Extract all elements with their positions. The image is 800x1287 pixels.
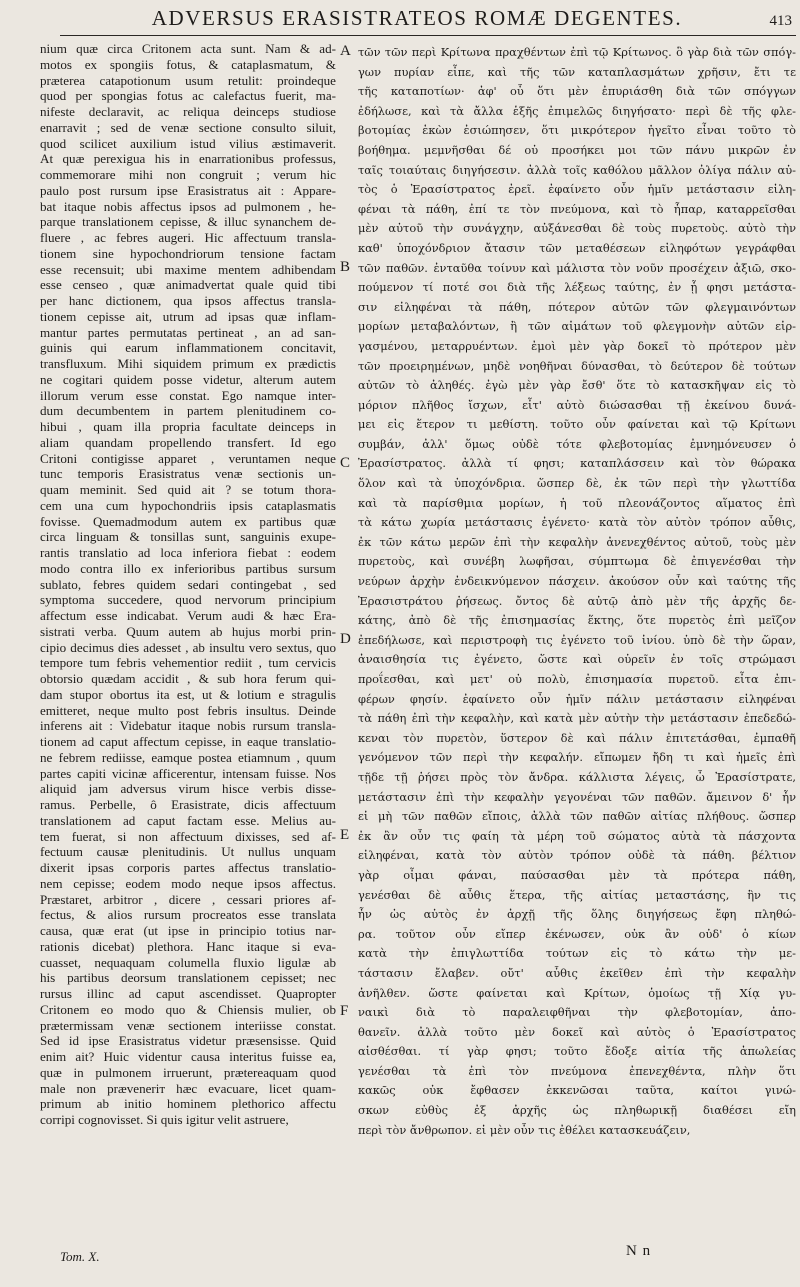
latin_lines-line: cuasset, nequaquam columella fluxio ligulæ ab xyxy=(40,954,336,970)
greek_lines-line: κατὰ τὴν ἐπιγλωττίδα τούτων εἰς τὸ κάτω τὴν με- xyxy=(358,946,796,961)
greek_lines-line: βοήθημα. μεμνῆσθαι δέ οὐ προσήκει μοι τῶν πάνυ μικρῶν ἐν xyxy=(358,142,796,157)
greek_lines-line: τὰ κάτω χωρία μετάστασις ἐγένετο· κατὰ τὸν αὐτὸν τρόπον αὖθις, xyxy=(358,515,796,530)
greek_lines-line: ἐκ τῶν κάτω μερῶν ἐπὶ τὴν κεφαλὴν ἀνενεχθέντος αὐτοῦ, τοὺς μὲν xyxy=(358,534,796,549)
latin_lines-line: sublato, febres quidem sedari contingebat , sed xyxy=(40,576,336,592)
greek_lines-line: ἀνῆλθεν. ὥστε φαίνεται καὶ Κρίτων, ὁμοίως τῇ Χίᾳ γυ- xyxy=(358,985,796,1000)
latin_lines-line: affectum esse indicabat. Verum audi & hæc Era- xyxy=(40,608,336,623)
latin_lines-line: hibui , quam illa propria facultate deinceps in xyxy=(40,419,336,434)
greek_lines-line: κεναι τὸν πυρετὸν, ὕστερον δὲ καὶ πάλιν ἐπιτετάσθαι, ἐμπαθῆ xyxy=(358,730,796,745)
section-marker: C xyxy=(340,454,351,471)
volume-mark: Tom. X. xyxy=(60,1249,100,1264)
latin_lines-line: ne febrem rediisse, eamque postea etiamnum , quum xyxy=(40,749,336,765)
latin_lines-line: illorum verum esse constat. Ego namque inter- xyxy=(40,387,336,403)
greek_lines-line: τῶν παθῶν. ἐνταῦθα τοίνυν καὶ μάλιστα τὸν νοῦν προσέχειν ἀξιῶ, σκο- xyxy=(358,260,796,275)
latin_lines-line: mantur partes permutatas pertineat , an ad san- xyxy=(40,324,336,340)
greek_lines-line: ταῖς τοιαύταις διηγήσεσιν. ἀλλὰ τοῖς καθόλου μᾶλλον ὀλίγα πάλιν αὐ- xyxy=(358,162,796,177)
greek_lines-line: Ἐρασιστράτου ῥήσεως. ὄντος δὲ αὐτῷ ἀπὸ μὲν τῆς ἀρχῆς δε- xyxy=(358,593,796,608)
greek_lines-line: ἐπεδήλωσε, καὶ περιστροφὴ τις ἐγένετο τοῦ ἰνίου. ὑπὸ δὲ τὴν ὥραν, xyxy=(358,632,796,647)
latin_lines-line: esse recensuit; ubi maxime mentem adhibendam xyxy=(40,261,336,277)
latin_lines-line: ramus. Perbelle, ô Erasistrate, dicis affectuum xyxy=(40,797,336,812)
latin_lines-line: paulo post rursum ipse Erasistratus ait : Appare- xyxy=(40,182,336,198)
greek_lines-line: τῇδε τῇ ῥήσει πρὸς τὸν ἄνδρα. κάλλιστα λέγεις, ὦ Ἐρασίστρατε, xyxy=(358,769,796,784)
greek_lines-line: ὅλον καὶ τὰ ὑποχόνδρια. ὥσπερ δὲ, ἐκ τῶν περὶ τὴν γλωττίδα xyxy=(358,476,796,491)
latin_lines-line: nem cepisse; eodem modo neque ipsos affectus. xyxy=(40,875,336,891)
greek_lines-line: κακῶς οὐκ ἔφθασεν ἐκκενῶσαι ταῦτα, καίτοι γινώ- xyxy=(358,1083,796,1098)
greek_lines-line: μετάστασιν ἐπὶ τὴν κεφαλὴν γεγονέναι τῶν παθῶν. ἄμεινον δ' ἦν xyxy=(358,789,796,804)
greek_lines-line: αὐτῶν τὸ ἀληθές. ἐγὼ μὲν γὰρ ἔσθ' ὅτε τὸ κατασκῆψαν εἰς τὸ xyxy=(358,378,796,393)
running-head: ADVERSUS ERASISTRATEOS ROMÆ DEGENTES. xyxy=(151,6,683,30)
greek_lines-line: γασμένου, μεταρρυέντων. ἐμοὶ μὲν γὰρ δοκεῖ τὸ πρότερον μὲν xyxy=(358,338,796,353)
latin_lines-line: cipio decimus dies adesset , ab insultu vero sextus, quo xyxy=(40,639,336,655)
latin_lines-line: partes capiti vicinæ afficerentur, intensam fuisse. Nos xyxy=(40,765,336,781)
latin_lines-line: rursus illinc ad caput ascendisset. Quapropter xyxy=(40,986,336,1001)
latin_lines-line: parque translationem cepisse, & illuc synanchem de- xyxy=(40,214,336,230)
greek_lines-line: τάστασιν ἔλαβεν. οὔτ' αὖθις ἐκεῖθεν ἐπὶ τὴν κεφαλὴν xyxy=(358,965,796,980)
section-marker: F xyxy=(340,1003,349,1020)
latin_lines-line: Critonem eo modo quo & Chiensis mulier, ob xyxy=(40,1001,336,1017)
greek_lines-line: Ἐρασίστρατος. ἀλλὰ τί φησι; καταπλάσσειν καὶ τὸν θώρακα xyxy=(358,456,796,471)
greek_lines-line: τὸς ὁ Ἐρασίστρατος ἐρεῖ. ἐφαίνετο οὖν ἡμῖν μετάστασιν εἰλη- xyxy=(358,182,796,197)
greek_lines-line: γενέσθαι δὲ αὖθις ἕτερα, τῆς αἰτίας μεταστάσης, ἣν τις xyxy=(358,887,796,902)
latin_lines-line: cem una cum hypochondriis ipsis cataplasmatis xyxy=(40,497,336,513)
latin_lines-line: obtorsio quædam accidit , & sub hora ferum qui- xyxy=(40,671,336,686)
latin_lines-line: corripi cognovisset. Si quis igitur velit astruere, xyxy=(40,1112,289,1127)
greek_lines-line: εἰ μὴ τῶν παθῶν εἴποις, ἀλλὰ τῶν παθῶν αἰτίας πλήθους. ὥσπερ xyxy=(358,809,796,824)
greek_lines-line: ρα. τοῦτον οὖν εἴπερ ἐκένωσεν, οὐκ ἂν οὐδ' ὁ κίων xyxy=(358,926,796,941)
signature-mark: N n xyxy=(626,1243,652,1259)
latin_lines-line: transfluxum. Mihi siquidem primum ex prædictis xyxy=(40,356,336,371)
latin_lines-line: Critoni contigisse apparet , veruntamen neque xyxy=(40,450,336,466)
greek_lines-line: μορίων μεταβαλόντων, ἢ τῶν αἱμάτων τοῦ φλεγμονὴν αὐτῶν εἰρ- xyxy=(358,319,796,334)
latin_lines-line: per hanc dictionem, qua ipsos affectus transla- xyxy=(40,293,336,308)
section-marker: E xyxy=(340,827,350,843)
latin_lines-line: tunc temporis Erasistratus venæ sectionis un- xyxy=(40,466,336,482)
latin_lines-line: tionem sine hypochondriorum tensione factam xyxy=(40,245,336,261)
greek_lines-line: ἐδήλωσε, καὶ τὰ ἄλλα ἑξῆς ἐπιμελῶς διηγήσατο· περὶ δὲ τῆς φλε- xyxy=(358,103,796,118)
greek_lines-line: πυρετοὺς, καὶ συνέβη λωφῆσαι, σύμπτωμα δὲ ἐπιγενέσθαι τὴν xyxy=(358,554,796,569)
latin_lines-line: fectuum causæ plenitudinis. Ut nullus unquam xyxy=(40,844,336,860)
greek_lines-line: ἦν ὡς αὐτὸς ἐν ἀρχῇ τῆς ὅλης διηγήσεως ἔφη πληθώ- xyxy=(358,907,796,922)
latin_lines-line: modo contra illo ex inferioribus partibus sursum xyxy=(40,560,336,576)
greek_lines-line: αἰσθέσθαι. τί γὰρ φησι; τοῦτο ἔδοξε αἰτία τῆς ἀπωλείας xyxy=(358,1044,796,1059)
latin_lines-line: symptoma succedere, quod nervorum principium xyxy=(40,592,336,608)
section-marker: B xyxy=(340,258,351,275)
latin_lines-line: inferens ait : Videbatur itaque nobis rursum transla- xyxy=(40,718,336,734)
greek_lines-line: ναικὶ διὰ τὸ παραλειφθῆναι τὴν φλεβοτομίαν, ἀπο- xyxy=(358,1005,796,1020)
greek_lines-line: πούμενον τί ποτέ σοι διὰ τῆς λέξεως ταύτης, ἐν ᾗ φησι μετάστα- xyxy=(358,280,796,295)
latin_lines-line: fovisse. Quemadmodum autem ex partibus quæ xyxy=(40,513,336,529)
latin_lines-line: quam meminit. Sed quid ait ? se totum thora- xyxy=(40,482,336,497)
latin_lines-line: nifeste declaravit, ac reliqua deinceps studiose xyxy=(40,104,336,119)
greek_lines-line: μὲν αὐτοῦ τὴν συνάγχην, αὐξάνεσθαι δὲ τοὺς πυρετοὺς. αὐτὸ τὴν xyxy=(358,221,796,236)
latin_lines-line: rationis dicebat) plethora. Hanc itaque si eva- xyxy=(40,938,336,954)
greek_lines-line: τὰ πάθη ἐπὶ τὴν κεφαλὴν, καὶ κατὰ μὲν αὐτὴν τὴν μετάστασιν ἐπεδεδώ- xyxy=(358,711,796,726)
greek_lines-line: φέρων φησίν. ἐφαίνετο οὖν ἡμῖν πάλιν μετάστασιν εἰληφέναι xyxy=(358,691,796,706)
greek_lines-line: τῶν προειρημένων, μηδὲ νοηθῆναι δύνασθαι, τὸ δεύτερον δὲ τούτων xyxy=(358,358,796,373)
latin_lines-line: causa, quæ erat (ut ipse in principio totius nar- xyxy=(40,923,336,938)
latin_lines-line: sistrati verba. Quum autem ab hujus morbi prin- xyxy=(40,623,336,639)
greek_lines-line: θανεῖν. ἀλλὰ τοῦτο μὲν δοκεῖ καὶ αὐτὸς ὁ Ἐρασίστρατος xyxy=(358,1024,796,1039)
latin_lines-line: bat itaque nobis affectus ipsos ad pulmonem , he- xyxy=(40,198,336,214)
latin_lines-line: nium quæ circa Critonem acta sunt. Nam & ad- xyxy=(40,41,336,56)
section-marker: A xyxy=(340,43,351,59)
greek-column xyxy=(358,43,796,1140)
latin_lines-line: aliquid jam adversus virum hisce verbis disse- xyxy=(40,781,336,797)
greek_lines-line: κάτης, ἀπὸ δὲ τῆς ἐπισημασίας ἕκτης, ὅτε πυρετὸς ἐπὶ μεῖζον xyxy=(358,613,796,628)
greek_lines-line: σιν εἰληφέναι τὰ πάθη, πότερον αὐτῶν τῶν φλεγμαινόντων xyxy=(358,299,796,314)
greek_lines-line: ἀναισθησία τις ἐγένετο, ὥστε καὶ οὐρεῖν ἐν τοῖς στρώμασι xyxy=(358,652,796,667)
greek_lines-line: γων πυρίαν εἶπε, καὶ τῆς τῶν καταπλασμάτων χρῆσιν, ἔτι τε xyxy=(358,64,796,79)
greek_lines-line: μόριον πλῆθος ἴσχων, εἶτ' αὐτὸ διώσασθαι τῇ ἐκείνου δυνά- xyxy=(358,397,796,412)
latin_lines-line: aliam quandam propellendo transfert. Id ego xyxy=(40,434,336,450)
latin_lines-line: quod scilicet auxilium istud vilius æstimaverit. xyxy=(40,135,336,151)
greek_lines-line: γὰρ οἶμαι φάναι, παύσασθαι μὲν τὰ πρότερα πάθη, xyxy=(358,867,796,882)
latin_lines-line: præterea catapotionum usum retulit: proindeque xyxy=(40,72,336,88)
latin_lines-line: tionem cepisse ait, utrum ad ipsas quæ inflam- xyxy=(40,308,336,324)
latin_lines-line: esse censeo , quæ animadvertat quale quid tibi xyxy=(40,277,336,293)
greek_lines-line: βοτομίας ἑκὼν ἐσιώπησεν, ὅτι μικρότερον ἡγεῖτο εἶναι τοῦτο τὸ xyxy=(358,123,796,138)
latin_lines-line: circa linguam & tonsillas sunt, sanguinis exupe- xyxy=(40,529,336,545)
greek_lines-line: σκων εὐθὺς ἐξ ἀρχῆς ὡς πληθωρικῇ διαθέσει εἴη xyxy=(358,1103,796,1118)
latin_lines-line: fectus, & alios rursum procreatos esse translata xyxy=(40,907,336,923)
latin_lines-line: male non præveneriт hæc evacuare, licet quam- xyxy=(40,1080,336,1096)
latin-column xyxy=(40,41,336,1128)
header-rule xyxy=(60,35,796,36)
greek_lines-line: περὶ τὸν ἄνθρωπον. εἰ μὲν οὖν τις ἐθέλει κατασκευάζειν, xyxy=(358,1122,691,1137)
latin_lines-line: fluere , ac febres augeri. Hic affectuum transla- xyxy=(40,230,336,245)
greek_lines-line: τῶν τῶν περὶ Κρίτωνα πραχθέντων ἐπὶ τῷ Κρίτωνος. ὃ γὰρ διὰ τῶν σπόγ- xyxy=(358,45,796,59)
latin_lines-line: tempore tum febris vehementior rediit , tum cervicis xyxy=(40,655,336,671)
latin_lines-line: commemorare mihi non congruit ; verum hic xyxy=(40,167,336,182)
greek_lines-line: τῆς καταποτίων· ἀφ' οὗ ὅτι μὲν ἐπυριάσθη διὰ τῶν σπόγγων xyxy=(358,84,796,99)
latin_lines-line: primum ab initio hominem plethorico affectu xyxy=(40,1096,336,1112)
greek_lines-line: προΐεσθαι, καὶ μετ' οὐ πολὺ, ἐπισημασία πυρετοῦ. εἶτα ἐπι- xyxy=(358,672,796,686)
latin_lines-line: enarravit ; sed de venæ sectione consulto siluit, xyxy=(40,119,336,135)
latin_lines-line: Sed id ipse Erasistratus videtur præsensisse. Quid xyxy=(40,1033,336,1049)
latin_lines-line: enim ait? Huic videntur causa interitus fuisse ea, xyxy=(40,1049,336,1064)
latin_lines-line: tionem ad caput affectum cepisse, in eaque translatio- xyxy=(40,734,336,749)
latin_lines-line: quæ in pulmonem irruerunt, prætereaquam quod xyxy=(40,1064,336,1080)
latin_lines-line: translationem ad caput factam esse. Melius au- xyxy=(40,812,336,828)
greek_lines-line: εἰληφέναι, κατὰ τὸν αὐτὸν τρόπον οὐδὲ τὰ πάθη. βέλτιον xyxy=(358,848,796,863)
section-marker: D xyxy=(340,631,351,647)
greek_lines-line: μει εἰς ἕτερον τι μεθίστη. τοῦτο οὖν φαίνεται καὶ τῷ Κρίτωνι xyxy=(358,417,796,432)
greek_lines-line: γενέσθαι τὰ ἐπὶ τὸν πνεύμονα ἐπενεχθέντα, πλὴν ὅτι xyxy=(358,1063,796,1078)
latin_lines-line: Præstaret, arbitror , dicere , cessari priores af- xyxy=(40,891,336,907)
greek_lines-line: καθ' ὑποχόνδριον ἄτασιν τῶν μεταθέσεων εἰληφότων γεγράφθαι xyxy=(358,240,796,255)
latin_lines-line: dum decumbentem in partem plenitudinem co- xyxy=(40,403,336,419)
greek_lines-line: καὶ τὰ παρίσθμια μορίων, ἡ τοῦ πλεονάζοντος αἵματος ἐπὶ xyxy=(358,495,796,510)
greek_lines-line: συμβάν, ἀλλ' ὅμως οὐδὲ τότε φλεβοτομίας ἐμνημόνευσεν ὁ xyxy=(358,436,796,451)
latin_lines-line: tem fuerat, si non affectuum dixisses, sed af- xyxy=(40,828,336,844)
latin_lines-line: ne cogitari quidem posse videtur, alterum autem xyxy=(40,371,336,387)
latin_lines-line: motos ex spongiis fotus, & cataplasmatum, & xyxy=(40,56,336,72)
latin_lines-line: his partibus deorsum translationem cepisset; nec xyxy=(40,970,336,986)
latin_lines-line: quod per spongias fotus ac calefactus fuerit, ma- xyxy=(40,88,336,104)
latin_lines-line: prætermissam venæ sectionem interiisse constat. xyxy=(40,1017,336,1033)
greek_lines-line: νεύρων ἀρχὴν ἐνδεικνύμενον πάσχειν. ἀκούσον οὖν καὶ ταύτης τῆς xyxy=(358,574,796,589)
page-number: 413 xyxy=(769,13,792,29)
greek_lines-line: ἐκ ἂν οὖν τις φαίη τὰ μέρη τοῦ σώματος αὐτὰ τὰ πάσχοντα xyxy=(358,828,796,843)
latin_lines-line: dam stupor obortus ita est, ut & lotium e stragulis xyxy=(40,686,336,702)
latin_lines-line: At quæ perexigua his in enarrationibus professus, xyxy=(40,151,336,167)
greek_lines-line: γενόμενον τῶν περὶ τὴν κεφαλήν. εἴπωμεν ἤδη τι καὶ ἡμεῖς ἐπὶ xyxy=(358,750,796,765)
latin_lines-line: emitteret, neque multo post febris insultus. Deinde xyxy=(40,702,336,718)
latin_lines-line: dixerit ipsas corporis partes affectus translatio- xyxy=(40,860,336,875)
greek_lines-line: φέναι τὰ πάθη, ἐπί τε τὸν πνεύμονα, καὶ τὸ ἧπαρ, καταρρεῖσθαι xyxy=(358,201,796,216)
latin_lines-line: rantis translatio ad loca inferiora fiebat : eodem xyxy=(40,545,336,560)
latin_lines-line: guinis qui earum inflammationem concitavit, xyxy=(40,340,336,356)
